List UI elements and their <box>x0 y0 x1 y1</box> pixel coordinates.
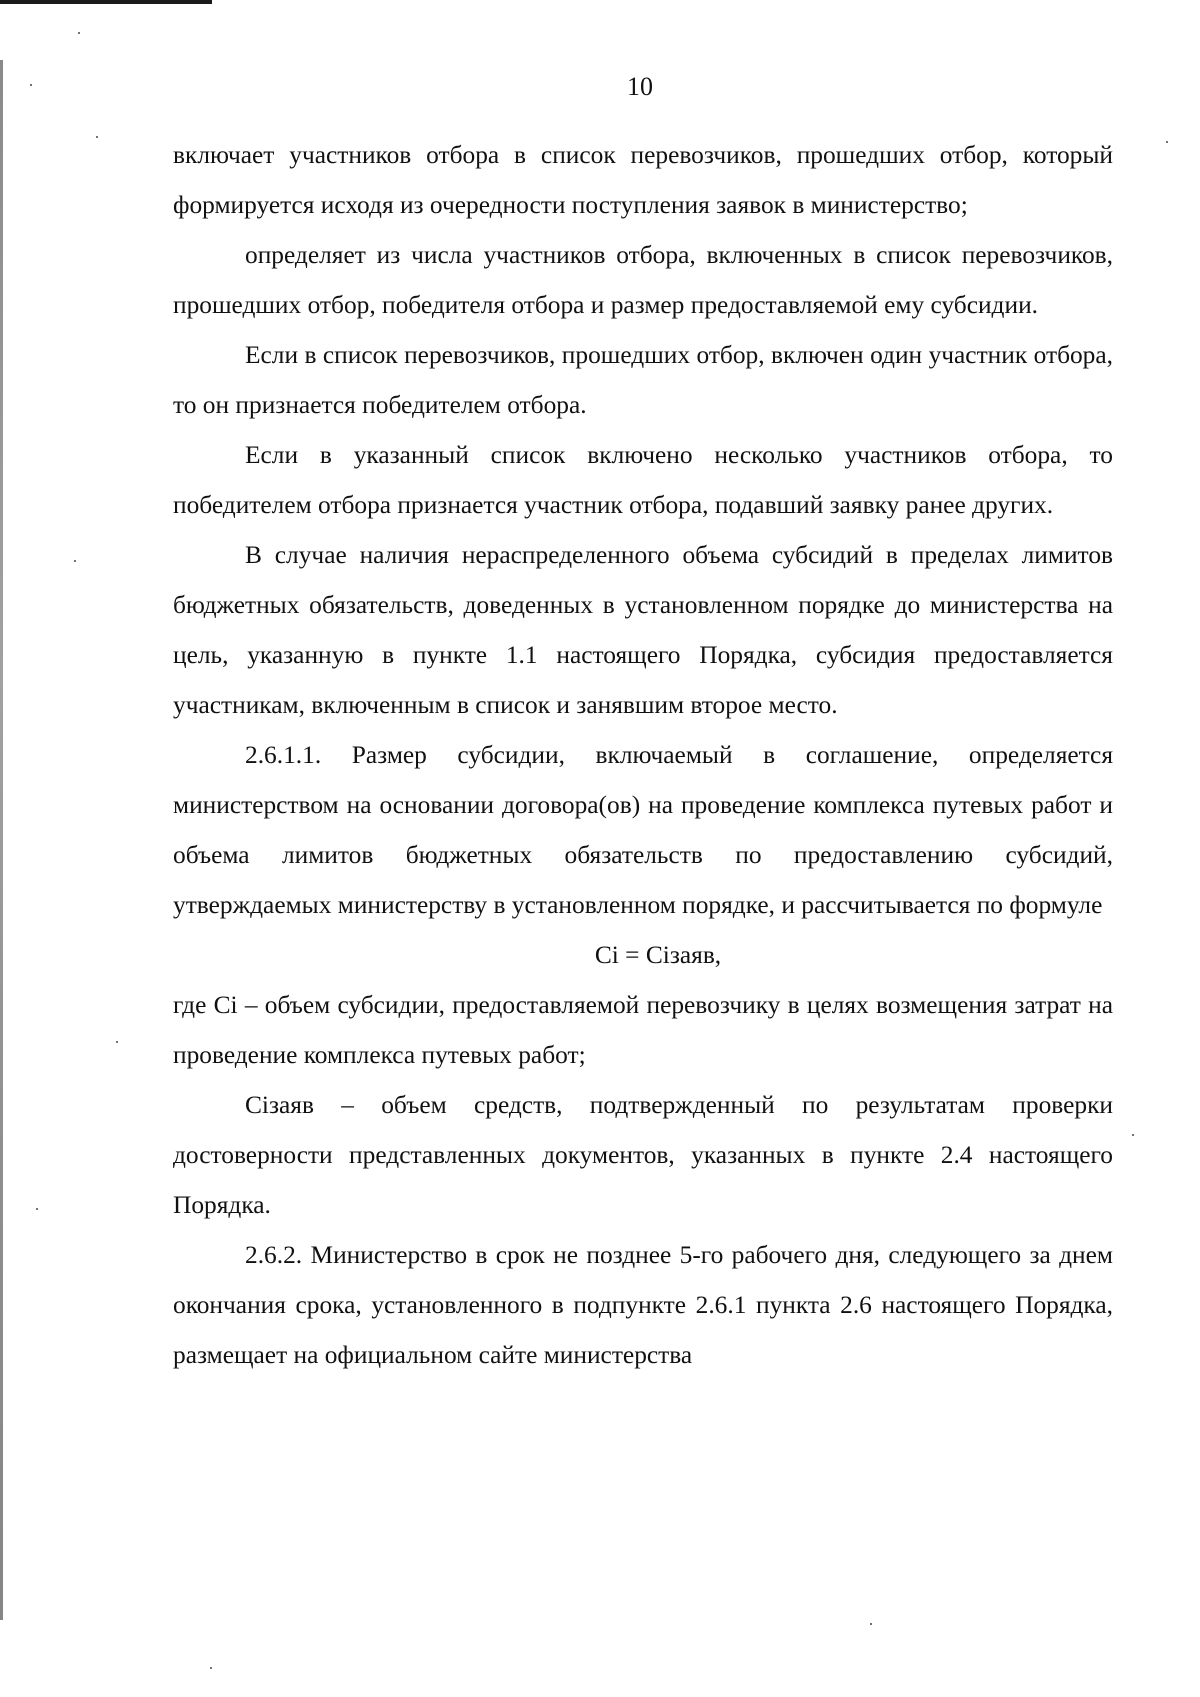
paragraph: определяет из числа участников отбора, включенных в список перевозчиков, прошедших отбор, победителя отбора и размер предоставляемой ему субсидии. <box>173 241 1113 319</box>
paragraph-continuation: включает участников отбора в список перевозчиков, прошедших отбор, который формируется исходя из очередности поступления заявок в министерство; <box>173 141 1113 219</box>
scan-dust-speck <box>74 560 76 562</box>
paragraph-clause-2-6-2: 2.6.2. Министерство в срок не позднее 5-го рабочего дня, следующего за днем окончания срока, установленного в подпункте 2.6.1 пункта 2.6 настоящего Порядка, размещает на официальном сайте министерства <box>173 1241 1113 1369</box>
formula: Ci = Ciзаяв, <box>594 941 722 969</box>
paragraph-formula-legend: где Ci – объем субсидии, предоставляемой перевозчику в целях возмещения затрат на проведение комплекса путевых работ; <box>173 991 1113 1069</box>
paragraph: Если в указанный список включено несколько участников отбора, то победителем отбора признается участник отбора, подавший заявку ранее других. <box>173 441 1113 519</box>
paragraph: В случае наличия нераспределенного объема субсидий в пределах лимитов бюджетных обязательств, доведенных в установленном порядке до министерства на цель, указанную в пункте 1.1 настоящего Порядка, субсидия предоставляется участникам, включенным в список и занявшим второе место. <box>173 541 1113 719</box>
document-body <box>173 130 1113 1380</box>
paragraph: Ciзаяв – объем средств, подтвержденный по результатам проверки достоверности представленных документов, указанных в пункте 2.4 настоящего Порядка. <box>173 1091 1113 1219</box>
page-number: 10 <box>627 72 653 101</box>
scan-dust-speck <box>870 1623 872 1625</box>
scan-dust-speck <box>210 1667 212 1669</box>
scan-dust-speck <box>36 1208 38 1210</box>
scan-edge-top <box>0 0 212 4</box>
scan-dust-speck <box>78 32 80 34</box>
paragraph: Если в список перевозчиков, прошедших отбор, включен один участник отбора, то он признается победителем отбора. <box>173 341 1113 419</box>
scan-dust-speck <box>1166 141 1168 143</box>
scan-edge-left <box>0 60 3 1620</box>
paragraph-clause-2-6-1-1: 2.6.1.1. Размер субсидии, включаемый в соглашение, определяется министерством на основании договора(ов) на проведение комплекса путевых работ и объема лимитов бюджетных обязательств по предоставлению субсидий, утверждаемых министерству в установленном порядке, и рассчитывается по формуле <box>173 741 1113 919</box>
scan-dust-speck <box>1132 1134 1134 1136</box>
scan-dust-speck <box>116 1041 118 1043</box>
scan-dust-speck <box>96 136 98 138</box>
